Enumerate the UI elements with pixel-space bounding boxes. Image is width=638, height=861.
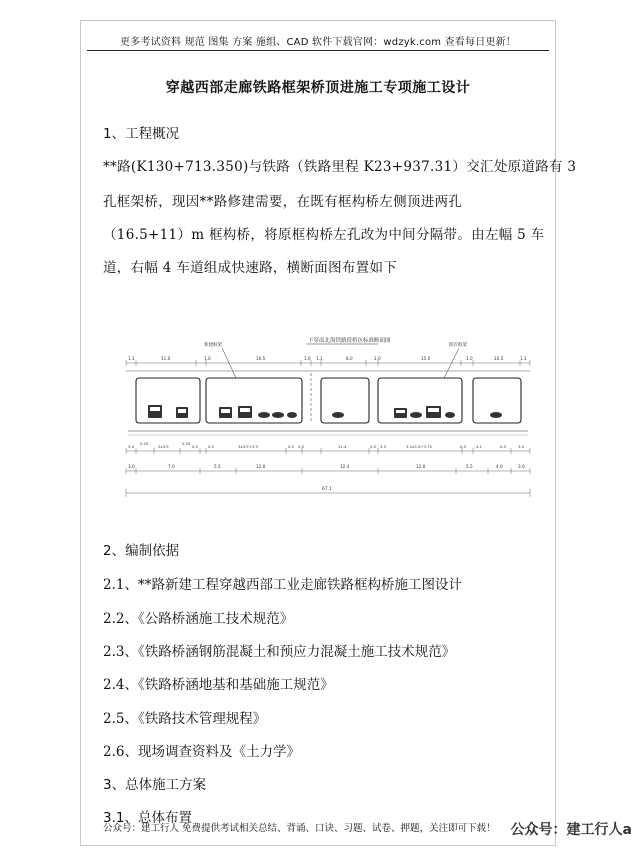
lane-dim: 0.5 [192, 444, 199, 449]
lane-dim: 3.0 [518, 444, 525, 449]
total-width: 67.1 [322, 487, 333, 492]
top-dim: 1.0 [374, 356, 381, 361]
footer-note: 公众号：建工行人 免费提供考试相关总结、背诵、口诀、习题、试卷、押题，关注即可下载！ [103, 823, 496, 834]
lane-dim: 11.4 [338, 444, 347, 449]
section-layout-heading: 3.1、总体布置 [103, 810, 192, 826]
lane-dim: 3.5 [380, 444, 387, 449]
lane-dim: 0.5 [288, 444, 295, 449]
section-dim: 3.0 [518, 464, 525, 469]
basis-item-2: 2.2、《公路桥涵施工技术规范》 [103, 611, 294, 627]
lane-dim: 2x3.5 [158, 444, 169, 449]
top-dim: 1.0 [466, 356, 473, 361]
overview-line-2: 孔框架桥，现因**路修建需要，在既有框构桥左侧顶进两孔 [103, 194, 463, 210]
basis-item-1: 2.1、**路新建工程穿越西部工业走廊铁路框构桥施工图设计 [103, 577, 462, 593]
document-title: 穿越西部走廊铁路框架桥顶进施工专项施工设计 [165, 80, 471, 96]
lane-dim: 0.5 [370, 444, 377, 449]
section-dim: 12.0 [256, 464, 266, 469]
basis-item-4: 2.4、《铁路桥涵地基和基础施工规范》 [103, 677, 334, 693]
section-dimensions [128, 464, 525, 469]
overview-line-4: 道，右幅 4 车道组成快速路，横断面图布置如下 [103, 260, 398, 276]
section-overview-heading: 1、工程概况 [103, 126, 180, 142]
header-note: 更多考试资料 规范 图集 方案 施组、CAD 软件下载官网：wdzyk.com 查看每日更新！ [119, 37, 516, 48]
lane-dim: 3.0 [128, 444, 135, 449]
basis-item-5: 2.5、《铁路技术管理规程》 [103, 711, 267, 727]
section-dim: 3.0 [128, 464, 135, 469]
section-dim: 5.5 [466, 464, 473, 469]
lane-dim: 0.5 [298, 444, 305, 449]
lane-dim: 0.25 [140, 441, 149, 446]
header-rule [87, 50, 549, 51]
top-dimensions [128, 356, 527, 361]
lane-dim: 3.1x3.5+3.75 [406, 444, 432, 449]
figure-caption: 下穿南北海铁路段桥区标准断面图 [308, 338, 391, 344]
top-dim: 1.1 [316, 356, 323, 361]
lane-dim: 0.5 [460, 444, 467, 449]
lane-dim: 0.5 [500, 444, 507, 449]
top-dim: 1.0 [204, 356, 211, 361]
section-dim: 7.0 [168, 464, 175, 469]
footer-brand: 公众号：建工行人a [510, 822, 632, 838]
section-dim: 12.4 [340, 464, 350, 469]
section-dim: 4.0 [496, 464, 503, 469]
section-dim: 12.0 [416, 464, 426, 469]
lane-dim: 0.5 [208, 444, 215, 449]
lane-dim: 4.1 [476, 444, 483, 449]
top-dim: 8.0 [346, 356, 353, 361]
top-dim: 10.5 [256, 356, 266, 361]
basis-item-3: 2.3、《铁路桥涵钢筋混凝土和预应力混凝土施工技术规范》 [103, 644, 456, 660]
top-dim: 10.5 [494, 356, 504, 361]
top-dim: 1.0 [304, 356, 311, 361]
top-dim: 1.1 [128, 356, 135, 361]
label-existing-frame: 既有框架 [449, 343, 467, 348]
cross-section-figure [116, 323, 536, 503]
overview-line-1: **路(K130+713.350)与铁路（铁路里程 K23+937.31）交汇处原道路有 3 [103, 159, 577, 175]
section-plan-heading: 3、总体施工方案 [103, 777, 207, 793]
top-dim: 15.0 [421, 356, 431, 361]
section-dim: 5.5 [214, 464, 221, 469]
lane-dimensions [128, 441, 525, 449]
top-dim: 11.0 [161, 356, 171, 361]
section-basis-heading: 2、编制依据 [103, 543, 180, 559]
lane-dim: 3x3.5+3.5 [238, 444, 258, 449]
label-new-frame: 新建框架 [204, 343, 222, 348]
lane-dim: 0.25 [182, 441, 191, 446]
overview-line-3: （16.5+11）m 框构桥，将原框构桥左孔改为中间分隔带。由左幅 5 车 [103, 227, 545, 243]
top-dim: 1.1 [520, 356, 527, 361]
basis-item-6: 2.6、现场调查资料及《土力学》 [103, 744, 300, 760]
